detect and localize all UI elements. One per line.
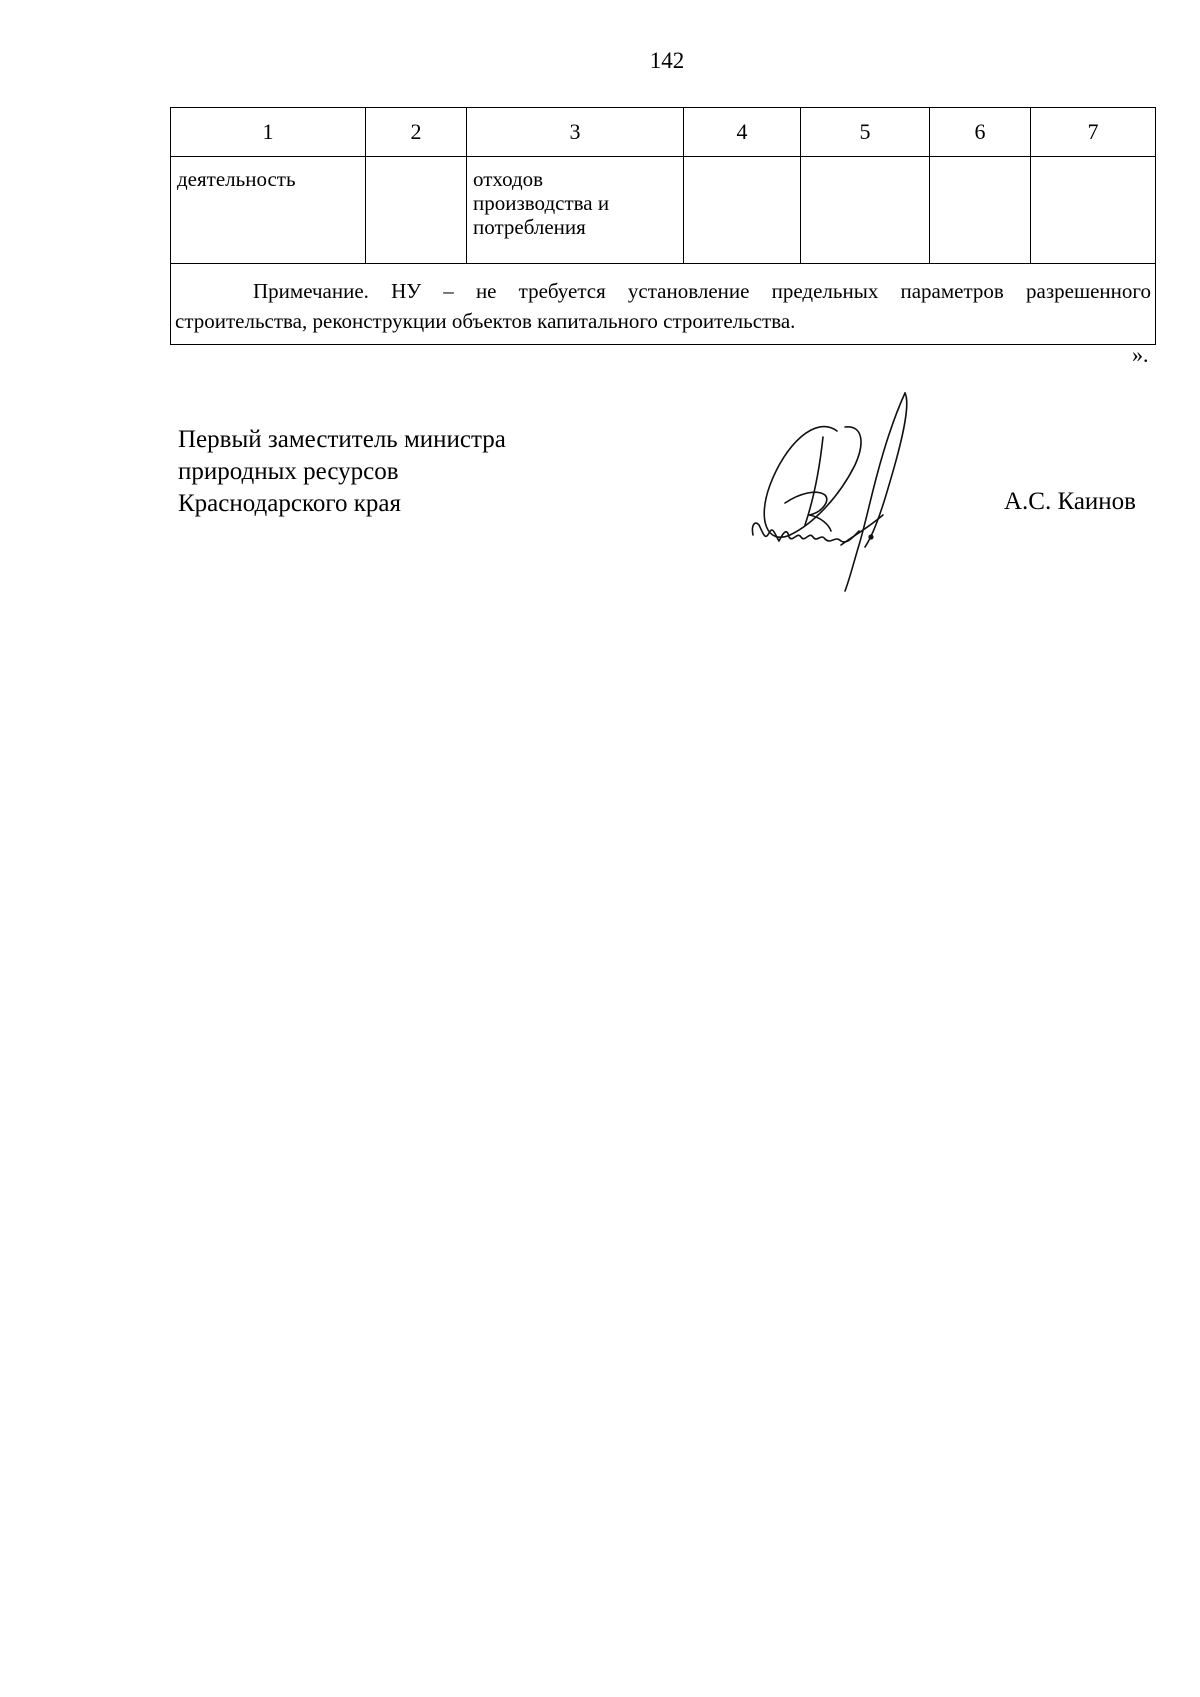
- table-cell: [1031, 157, 1156, 264]
- table-cell: [366, 157, 467, 264]
- cell-line: производства и: [473, 191, 610, 215]
- signatory-title-line: Первый заместитель министра: [178, 426, 506, 453]
- column-header: 6: [930, 108, 1031, 157]
- table-header-row: [171, 108, 1156, 157]
- signatory-title-line: природных ресурсов: [178, 458, 399, 485]
- page-number: 142: [649, 48, 685, 73]
- table-note-row: [171, 264, 1156, 345]
- column-header: 5: [801, 108, 930, 157]
- note-cell: [171, 264, 1156, 345]
- table-cell: [467, 157, 684, 264]
- column-header: 2: [366, 108, 467, 157]
- data-table: [170, 107, 1156, 345]
- cell-line: отходов: [473, 167, 544, 191]
- cell-line: потребления: [473, 215, 586, 239]
- column-header: 3: [467, 108, 684, 157]
- closing-quote: ».: [1132, 342, 1149, 367]
- table-cell: [930, 157, 1031, 264]
- table-note: Примечание. НУ – не требуется установление предельных параметров разрешенного строительства, реконструкции объектов капитального строительства.: [175, 279, 1151, 333]
- column-header: 1: [171, 108, 366, 157]
- signatory-title-line: Краснодарского края: [178, 490, 401, 517]
- column-header: 4: [684, 108, 801, 157]
- table-cell: [801, 157, 930, 264]
- table-cell: [684, 157, 801, 264]
- column-header: 7: [1031, 108, 1156, 157]
- table-cell: деятельность: [171, 157, 366, 264]
- signatory-name: А.С. Каинов: [1004, 488, 1136, 515]
- table-row: [171, 157, 1156, 264]
- handwritten-signature: [745, 385, 960, 595]
- signatory-title: [178, 424, 506, 520]
